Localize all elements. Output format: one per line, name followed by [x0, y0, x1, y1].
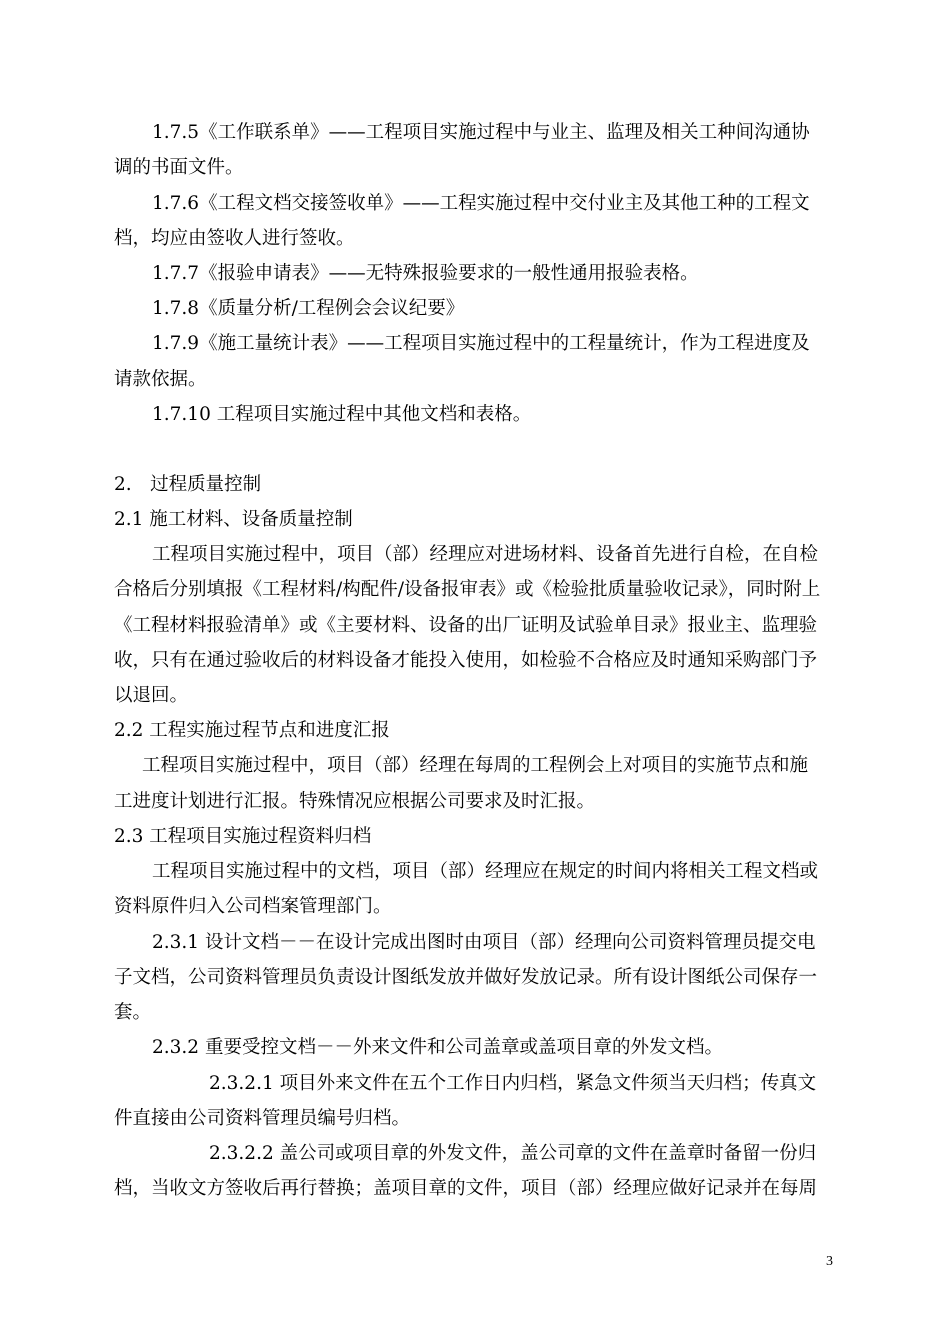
- text-line: 2.3.2.2 盖公司或项目章的外发文件，盖公司章的文件在盖章时备留一份归: [209, 1143, 817, 1164]
- text-line: 子文档，公司资料管理员负责设计图纸发放并做好发放记录。所有设计图纸公司保存一: [114, 967, 818, 988]
- subsection-heading: 2.2 工程实施过程节点和进度汇报: [114, 720, 390, 741]
- text-line: 档，均应由签收人进行签收。: [114, 228, 355, 249]
- text-line: 资料原件归入公司档案管理部门。: [114, 896, 392, 917]
- text-line: 工程项目实施过程中，项目（部）经理在每周的工程例会上对项目的实施节点和施: [142, 755, 809, 776]
- text-line: 调的书面文件。: [114, 157, 244, 178]
- text-line: 2.3.2.1 项目外来文件在五个工作日内归档，紧急文件须当天归档；传真文: [209, 1073, 817, 1094]
- subsection-heading: 2.3 工程项目实施过程资料归档: [114, 826, 372, 847]
- text-line: 请款依据。: [114, 369, 207, 390]
- subsection-heading: 2.1 施工材料、设备质量控制: [114, 509, 353, 530]
- text-line: 件直接由公司资料管理员编号归档。: [114, 1108, 411, 1129]
- section-heading: 2. 过程质量控制: [114, 474, 262, 495]
- text-line: 合格后分别填报《工程材料/构配件/设备报审表》或《检验批质量验收记录》，同时附上: [114, 579, 821, 600]
- text-line: 工进度计划进行汇报。特殊情况应根据公司要求及时汇报。: [114, 791, 596, 812]
- text-line: 1.7.8《质量分析/工程例会会议纪要》: [152, 298, 465, 319]
- text-line: 1.7.7《报验申请表》——无特殊报验要求的一般性通用报验表格。: [152, 263, 699, 284]
- text-line: 收，只有在通过验收后的材料设备才能投入使用，如检验不合格应及时通知采购部门予: [114, 650, 818, 671]
- text-line: 档，当收文方签收后再行替换；盖项目章的文件，项目（部）经理应做好记录并在每周: [114, 1178, 818, 1199]
- text-line: 1.7.6《工程文档交接签收单》——工程实施过程中交付业主及其他工种的工程文: [152, 193, 810, 214]
- text-line: 1.7.9《施工量统计表》——工程项目实施过程中的工程量统计，作为工程进度及: [152, 333, 810, 354]
- text-line: 工程项目实施过程中，项目（部）经理应对进场材料、设备首先进行自检，在自检: [152, 544, 819, 565]
- text-line: 以退回。: [114, 685, 189, 706]
- text-line: 套。: [114, 1002, 152, 1023]
- text-line: 《工程材料报验清单》或《主要材料、设备的出厂证明及试验单目录》报业主、监理验: [114, 615, 818, 636]
- text-line: 2.3.1 设计文档－－在设计完成出图时由项目（部）经理向公司资料管理员提交电: [152, 932, 816, 953]
- text-line: 2.3.2 重要受控文档－－外来文件和公司盖章或盖项目章的外发文档。: [152, 1037, 723, 1058]
- text-line: 工程项目实施过程中的文档，项目（部）经理应在规定的时间内将相关工程文档或: [152, 861, 819, 882]
- text-line: 1.7.10 工程项目实施过程中其他文档和表格。: [152, 404, 532, 425]
- page-number: 3: [826, 1254, 833, 1269]
- text-line: 1.7.5《工作联系单》——工程项目实施过程中与业主、监理及相关工种间沟通协: [152, 122, 810, 143]
